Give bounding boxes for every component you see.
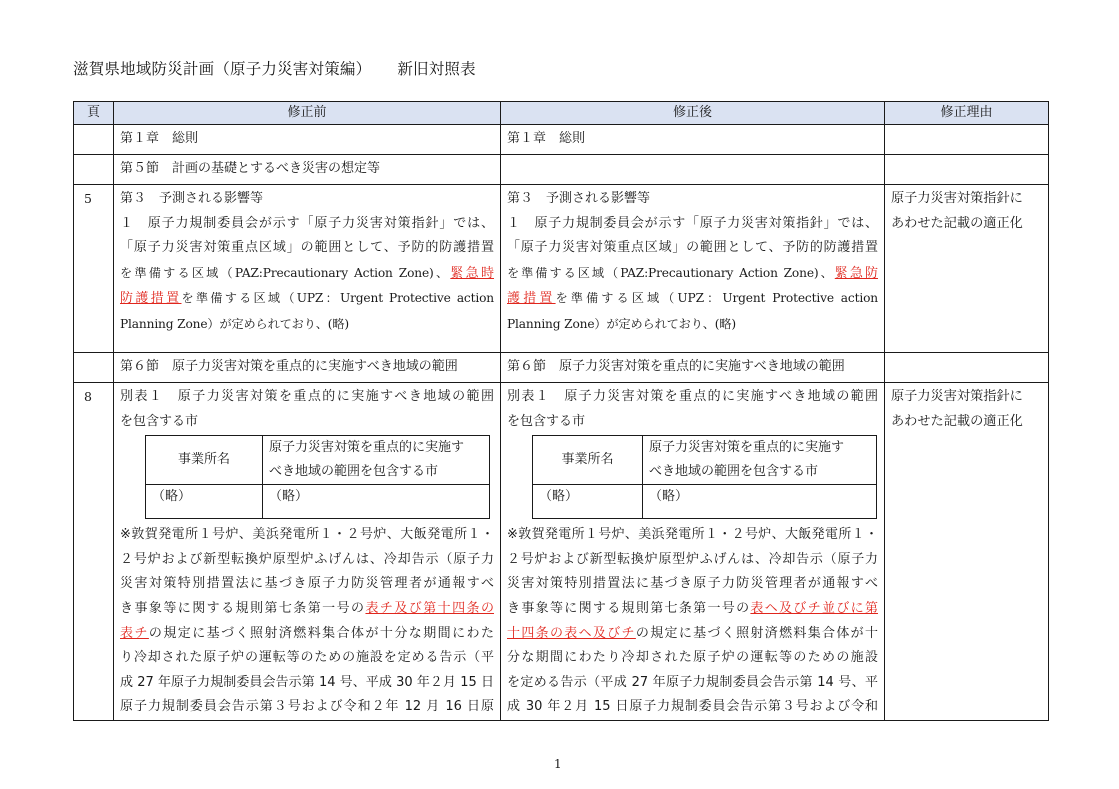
p8-after-amended-text-1: 表ヘ及びチ並びに第: [750, 600, 878, 616]
table-row-page8: [74, 383, 1049, 721]
p8-before-heading1: 別表１ 原子力災害対策を重点的に実施すべき地域の範囲: [120, 389, 494, 404]
annex-header-office: 事業所名: [146, 436, 263, 485]
p5-after-heading: 第３ 予測される影響等: [507, 191, 651, 206]
p5-before-line1: １ 原子力規制委員会が示す「原子力災害対策指針」では、: [120, 215, 494, 231]
header-before: 修正前: [114, 102, 501, 125]
p8-before-note6: り冷却された原子炉の運転等のための施設を定める告示（平: [120, 650, 494, 666]
p8-after-note1: ※敦賀発電所１号炉、美浜発電所１・２号炉、大飯発電所１・: [507, 527, 878, 543]
p8-after-note4: き事象等に関する規則第七条第一号の: [507, 600, 751, 616]
p5-before-amended-text-2: 防護措置: [120, 291, 182, 307]
p5-after-line4: を準備する区域（UPZ：Urgent Protective action: [555, 291, 878, 306]
p5-before-heading: 第３ 予測される影響等: [120, 191, 264, 206]
cell-before: [114, 353, 501, 383]
p8-before-note5: の規定に基づく照射済燃料集合体が十分な期間にわた: [148, 625, 494, 641]
annex-header-area-line2: べき地域の範囲を包含する市: [269, 464, 439, 480]
cell-page: [74, 155, 114, 185]
p5-after-line5: Planning Zone）が定められており、(略): [507, 316, 737, 331]
p8-after-note8: 成 30 年２月 15 日原子力規制委員会告示第３号および令和: [507, 699, 878, 715]
cell-reason: [885, 353, 1049, 383]
cell-after: [501, 155, 885, 185]
p5-reason-line2: あわせた記載の適正化: [891, 215, 1023, 231]
table-row-section5: [74, 155, 1049, 185]
cell-before: [114, 185, 501, 353]
p5-after-amended-text-2: 護措置: [507, 291, 556, 307]
header-page: 頁: [74, 102, 114, 125]
annex-header-area-line1: 原子力災害対策を重点的に実施す: [269, 440, 465, 456]
page-ref-8: 8: [84, 389, 92, 404]
p8-after-heading1: 別表１ 原子力災害対策を重点的に実施すべき地域の範囲: [507, 389, 878, 404]
document-title-main: 滋賀県地域防災計画（原子力災害対策編）: [73, 60, 372, 78]
table-header-row: [74, 102, 1049, 125]
header-reason: 修正理由: [885, 102, 1049, 125]
table-row-chapter: [74, 125, 1049, 155]
annex-cell-office: （略）: [533, 485, 643, 519]
p5-after-line2: 「原子力災害対策重点区域」の範囲として、予防的防護措置: [507, 240, 878, 256]
cell-page: [74, 125, 114, 155]
annex-header-area-line1: 原子力災害対策を重点的に実施す: [649, 440, 845, 456]
p8-before-amended-text-1: 表チ及び第十四条の: [365, 600, 494, 616]
p8-before-note7: 成 27 年原子力規制委員会告示第 14 号、平成 30 年２月 15 日: [120, 674, 494, 690]
header-after: 修正後: [501, 102, 885, 125]
section5-before: 第５節 計画の基礎とするべき災害の想定等: [120, 161, 381, 176]
p8-before-heading2: を包含する市: [120, 413, 199, 429]
p8-after-note7: を定める告示（平成 27 年原子力規制委員会告示第 14 号、平: [507, 674, 878, 690]
cell-reason: [885, 185, 1049, 353]
annex-cell-area: （略）: [263, 485, 490, 519]
section6-after: 第６節 原子力災害対策を重点的に実施すべき地域の範囲: [507, 359, 845, 374]
p8-before-amended-text-2: 表チ: [120, 625, 149, 641]
p5-before-line4: を準備する区域（UPZ：Urgent Protective action: [181, 291, 494, 306]
annex-cell-area: （略）: [643, 485, 877, 519]
cell-reason: [885, 383, 1049, 721]
cell-after: [501, 185, 885, 353]
cell-reason: [885, 155, 1049, 185]
p8-before-note1: ※敦賀発電所１号炉、美浜発電所１・２号炉、大飯発電所１・: [120, 527, 494, 543]
cell-page: [74, 383, 114, 721]
p8-before-note3: 災害対策特別措置法に基づき原子力防災管理者が通報すべ: [120, 576, 494, 592]
cell-reason: [885, 125, 1049, 155]
annex-header-office: 事業所名: [533, 436, 643, 485]
annex-table-after: [532, 435, 877, 519]
cell-after: [501, 383, 885, 721]
annex-header-area-line2: べき地域の範囲を包含する市: [649, 464, 819, 480]
section6-before: 第６節 原子力災害対策を重点的に実施すべき地域の範囲: [120, 359, 458, 374]
p5-before-line2: 「原子力災害対策重点区域」の範囲として、予防的防護措置: [120, 240, 494, 256]
cell-page: [74, 353, 114, 383]
p8-after-heading2: を包含する市: [507, 413, 586, 429]
cell-before: [114, 125, 501, 155]
cell-before: [114, 155, 501, 185]
page-ref-5: 5: [84, 191, 92, 206]
cell-after: [501, 353, 885, 383]
comparison-table: [73, 101, 1049, 721]
p8-after-note3: 災害対策特別措置法に基づき原子力防災管理者が通報すべ: [507, 576, 878, 592]
page-number: 1: [554, 757, 562, 771]
annex-table-before: [145, 435, 490, 519]
p5-before-amended-text-1: 緊急時: [450, 265, 494, 281]
p8-before-note4: き事象等に関する規則第七条第一号の: [120, 600, 366, 616]
cell-page: [74, 185, 114, 353]
table-row-page5: [74, 185, 1049, 353]
annex-cell-office: （略）: [146, 485, 263, 519]
chapter-before: 第１章 総則: [120, 131, 199, 146]
p5-before-line3: を準備する区域（PAZ:Precautionary Action Zone)、: [120, 265, 451, 280]
p5-before-line5: Planning Zone）が定められており、(略): [120, 316, 350, 331]
p8-after-note5: の規定に基づく照射済燃料集合体が十: [635, 625, 878, 641]
p5-after-line1: １ 原子力規制委員会が示す「原子力災害対策指針」では、: [507, 215, 878, 231]
cell-after: [501, 125, 885, 155]
document-title: [73, 57, 476, 79]
p8-after-note2: ２号炉および新型転換炉原型炉ふげんは、冷却告示（原子力: [507, 551, 878, 567]
p8-reason-line2: あわせた記載の適正化: [891, 413, 1023, 429]
p8-before-note2: ２号炉および新型転換炉原型炉ふげんは、冷却告示（原子力: [120, 551, 494, 567]
p8-before-note8: 原子力規制委員会告示第３号および令和２年 12 月 16 日原: [120, 699, 494, 715]
p5-reason-line1: 原子力災害対策指針に: [891, 191, 1023, 206]
table-row-section6: [74, 353, 1049, 383]
p8-after-note6: 分な期間にわたり冷却された原子炉の運転等のための施設: [507, 650, 878, 666]
p8-after-amended-text-2: 十四条の表ヘ及びチ: [507, 625, 636, 641]
document-title-sub: 新旧対照表: [397, 60, 476, 78]
p5-after-amended-text-1: 緊急防: [834, 265, 878, 281]
chapter-after: 第１章 総則: [507, 131, 586, 146]
cell-before: [114, 383, 501, 721]
p5-after-line3: を準備する区域（PAZ:Precautionary Action Zone)、: [507, 265, 835, 280]
p8-reason-line1: 原子力災害対策指針に: [891, 389, 1023, 404]
